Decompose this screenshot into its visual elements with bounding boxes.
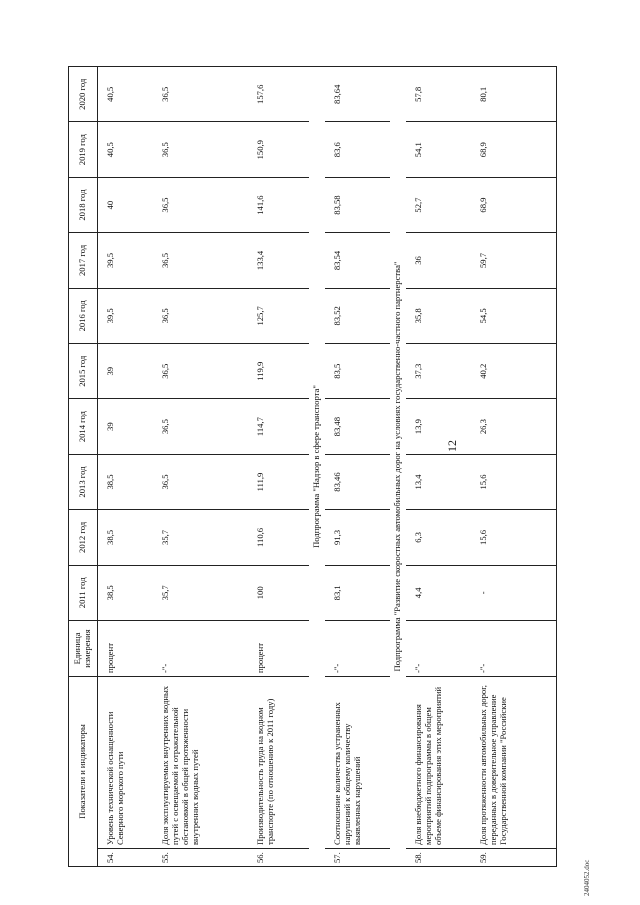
value-cell: 38,5 <box>98 454 154 509</box>
row-index: 58. <box>406 849 471 867</box>
page-number: 12 <box>445 440 459 452</box>
header-unit: Единица измерения <box>69 621 98 677</box>
section-row <box>309 67 325 867</box>
value-cell: 80,1 <box>471 67 557 122</box>
value-cell: 83,46 <box>325 454 390 509</box>
value-cell: 83,52 <box>325 288 390 343</box>
value-cell: 15,6 <box>471 510 557 565</box>
indicator-name: Производительность труда на водном транспорте (по отношению к 2011 году) <box>248 677 309 849</box>
value-cell: 26,3 <box>471 399 557 454</box>
header-year: 2019 год <box>69 122 98 177</box>
value-cell: 36,5 <box>153 344 248 399</box>
value-cell: 83,58 <box>325 177 390 232</box>
value-cell: 15,6 <box>471 454 557 509</box>
value-cell: 35,7 <box>153 565 248 620</box>
table-row <box>406 67 471 867</box>
value-cell: 57,8 <box>406 67 471 122</box>
value-cell: 37,3 <box>406 344 471 399</box>
document-footer: 2404052.doc <box>583 859 591 896</box>
value-cell: 4,4 <box>406 565 471 620</box>
value-cell: 40 <box>98 177 154 232</box>
row-index: 55. <box>153 849 248 867</box>
subprogram-heading: Подпрограмма "Надзор в сфере транспорта" <box>309 67 325 867</box>
value-cell: 40,2 <box>471 344 557 399</box>
unit-cell: -"- <box>406 621 471 677</box>
table-row <box>98 67 154 867</box>
value-cell: 111,9 <box>248 454 309 509</box>
header-year: 2012 год <box>69 510 98 565</box>
value-cell: 36,5 <box>153 288 248 343</box>
header-year: 2016 год <box>69 288 98 343</box>
value-cell: 38,5 <box>98 565 154 620</box>
value-cell: 59,7 <box>471 233 557 288</box>
value-cell: 36,5 <box>153 122 248 177</box>
value-cell: - <box>471 565 557 620</box>
header-year: 2014 год <box>69 399 98 454</box>
value-cell: 52,7 <box>406 177 471 232</box>
indicator-name: Уровень технической оснащенности Северного морского пути <box>98 677 154 849</box>
row-index: 54. <box>98 849 154 867</box>
value-cell: 83,48 <box>325 399 390 454</box>
row-index: 56. <box>248 849 309 867</box>
value-cell: 40,5 <box>98 67 154 122</box>
unit-cell: -"- <box>153 621 248 677</box>
row-index: 59. <box>471 849 557 867</box>
value-cell: 83,54 <box>325 233 390 288</box>
rotated-table-container <box>68 67 578 867</box>
value-cell: 39 <box>98 399 154 454</box>
value-cell: 83,64 <box>325 67 390 122</box>
unit-cell: -"- <box>471 621 557 677</box>
value-cell: 150,9 <box>248 122 309 177</box>
value-cell: 83,6 <box>325 122 390 177</box>
section-row <box>390 67 406 867</box>
value-cell: 91,3 <box>325 510 390 565</box>
table-row <box>153 67 248 867</box>
value-cell: 6,3 <box>406 510 471 565</box>
value-cell: 100 <box>248 565 309 620</box>
header-year: 2013 год <box>69 454 98 509</box>
indicators-table <box>68 66 557 867</box>
value-cell: 68,9 <box>471 177 557 232</box>
header-year: 2018 год <box>69 177 98 232</box>
value-cell: 157,6 <box>248 67 309 122</box>
value-cell: 40,5 <box>98 122 154 177</box>
value-cell: 13,4 <box>406 454 471 509</box>
value-cell: 35,7 <box>153 510 248 565</box>
value-cell: 39,5 <box>98 288 154 343</box>
value-cell: 114,7 <box>248 399 309 454</box>
header-year: 2015 год <box>69 344 98 399</box>
table-row <box>471 67 557 867</box>
subprogram-heading: Подпрограмма "Развитие скоростных автомобильных дорог на условиях государственно-частного партнерства" <box>390 67 406 867</box>
value-cell: 35,8 <box>406 288 471 343</box>
value-cell: 54,5 <box>471 288 557 343</box>
value-cell: 36,5 <box>153 67 248 122</box>
value-cell: 68,9 <box>471 122 557 177</box>
unit-cell: процент <box>248 621 309 677</box>
indicator-name: Доля эксплуатируемых внутренних водных путей с освещаемой и отражательной обстановкой в общей протяженности внутренних водных путей <box>153 677 248 849</box>
indicator-name: Доля внебюджетного финансирования мероприятий подпрограммы в общем объеме финансирования этих мероприятий <box>406 677 471 849</box>
header-year: 2011 год <box>69 565 98 620</box>
value-cell: 119,9 <box>248 344 309 399</box>
unit-cell: процент <box>98 621 154 677</box>
value-cell: 110,6 <box>248 510 309 565</box>
value-cell: 39,5 <box>98 233 154 288</box>
value-cell: 133,4 <box>248 233 309 288</box>
value-cell: 36,5 <box>153 233 248 288</box>
table-header-row <box>69 67 98 867</box>
value-cell: 141,6 <box>248 177 309 232</box>
value-cell: 13,9 <box>406 399 471 454</box>
table-row <box>325 67 390 867</box>
value-cell: 54,1 <box>406 122 471 177</box>
value-cell: 38,5 <box>98 510 154 565</box>
value-cell: 125,7 <box>248 288 309 343</box>
header-year: 2017 год <box>69 233 98 288</box>
value-cell: 36,5 <box>153 399 248 454</box>
value-cell: 36,5 <box>153 454 248 509</box>
value-cell: 39 <box>98 344 154 399</box>
value-cell: 83,1 <box>325 565 390 620</box>
indicator-name: Соотношение количества устраненных нарушений к общему количеству выявленных нарушений <box>325 677 390 849</box>
value-cell: 36,5 <box>153 177 248 232</box>
header-indicators: Показатели и индикаторы <box>69 677 98 867</box>
table-row <box>248 67 309 867</box>
indicator-name: Доля протяженности автомобильных дорог, переданных в доверительное управление Государственной компании "Российские <box>471 677 557 849</box>
header-year: 2020 год <box>69 67 98 122</box>
unit-cell: -"- <box>325 621 390 677</box>
row-index: 57. <box>325 849 390 867</box>
value-cell: 83,5 <box>325 344 390 399</box>
value-cell: 36 <box>406 233 471 288</box>
